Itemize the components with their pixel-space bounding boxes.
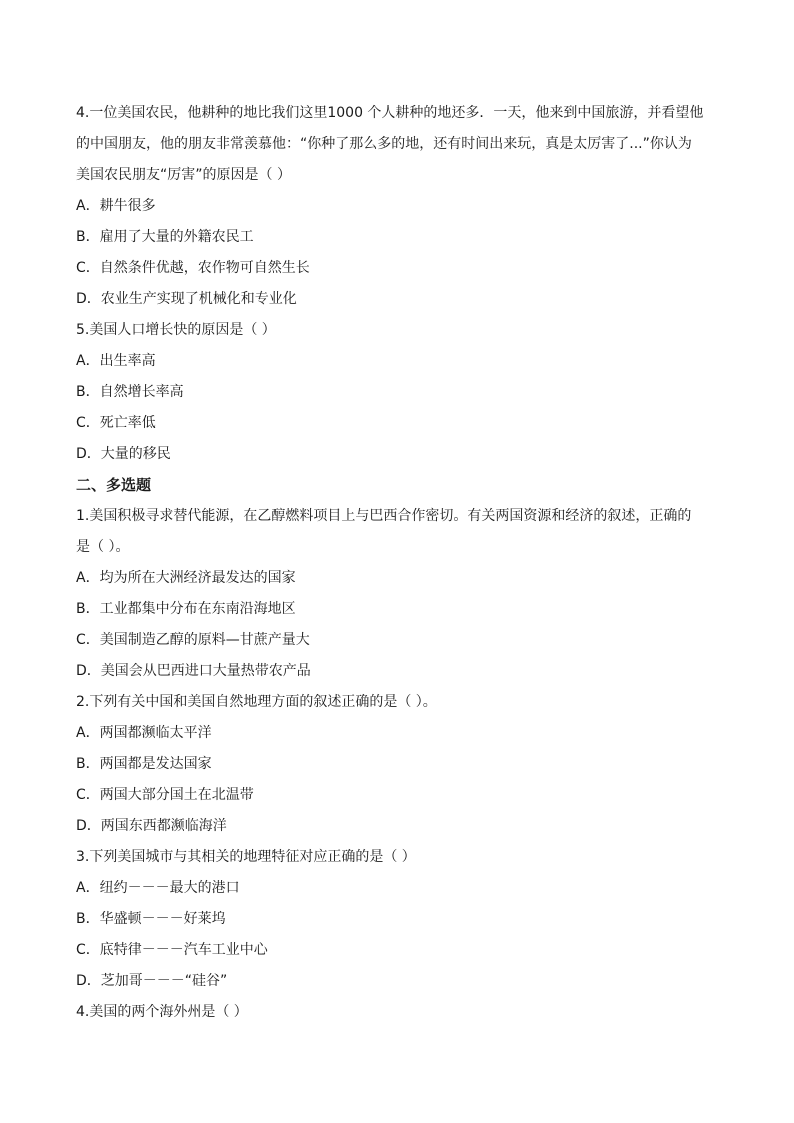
option-d: D．芝加哥－－－“硅谷”: [76, 973, 228, 989]
question-text-line: 的中国朋友，他的朋友非常羡慕他：“你种了那么多的地，还有时间出来玩，真是太厉害了...”你认为: [76, 136, 692, 152]
question-text-line: 美国农民朋友“厉害”的原因是（ ）: [76, 167, 291, 183]
option-c: C．两国大部分国土在北温带: [76, 787, 254, 803]
question-text-line: 2.下列有关中国和美国自然地理方面的叙述正确的是（ ）。: [76, 694, 437, 710]
option-b: B．两国都是发达国家: [76, 756, 212, 772]
option-d: D．农业生产实现了机械化和专业化: [76, 291, 297, 307]
option-b: B．华盛顿－－－好莱坞: [76, 911, 226, 927]
option-a: A．纽约－－－最大的港口: [76, 880, 240, 896]
question-text-line: 1.美国积极寻求替代能源，在乙醇燃料项目上与巴西合作密切。有关两国资源和经济的叙述，正确的: [76, 508, 692, 524]
section-heading: 二、多选题: [76, 476, 152, 494]
option-a: A．出生率高: [76, 353, 156, 369]
multi-question-4: [76, 997, 720, 1028]
option-c: C．美国制造乙醇的原料—甘蔗产量大: [76, 632, 310, 648]
question-text-line: 3.下列美国城市与其相关的地理特征对应正确的是（ ）: [76, 849, 416, 865]
option-b: B．雇用了大量的外籍农民工: [76, 229, 254, 245]
question-text-line: 4.美国的两个海外州是（ ）: [76, 1004, 248, 1020]
question-5: [76, 315, 720, 470]
option-a: A．均为所在大洲经济最发达的国家: [76, 570, 296, 586]
option-c: C．自然条件优越，农作物可自然生长: [76, 260, 310, 276]
option-c: C．死亡率低: [76, 415, 156, 431]
option-b: B．自然增长率高: [76, 384, 184, 400]
option-d: D．大量的移民: [76, 446, 171, 462]
option-d: D．两国东西都濒临海洋: [76, 818, 227, 834]
question-text-line: 4.一位美国农民，他耕种的地比我们这里1000 个人耕种的地还多．一天，他来到中国旅游，并看望他: [76, 105, 704, 121]
option-d: D．美国会从巴西进口大量热带农产品: [76, 663, 311, 679]
question-4: [76, 98, 720, 315]
option-c: C．底特律－－－汽车工业中心: [76, 942, 268, 958]
option-b: B．工业都集中分布在东南沿海地区: [76, 601, 296, 617]
option-a: A．两国都濒临太平洋: [76, 725, 212, 741]
question-text-line: 5.美国人口增长快的原因是（ ）: [76, 322, 276, 338]
multi-question-1: [76, 501, 720, 687]
multi-question-3: [76, 842, 720, 997]
multi-question-2: [76, 687, 720, 842]
question-text-line: 是（ ）。: [76, 539, 130, 555]
option-a: A．耕牛很多: [76, 198, 156, 214]
